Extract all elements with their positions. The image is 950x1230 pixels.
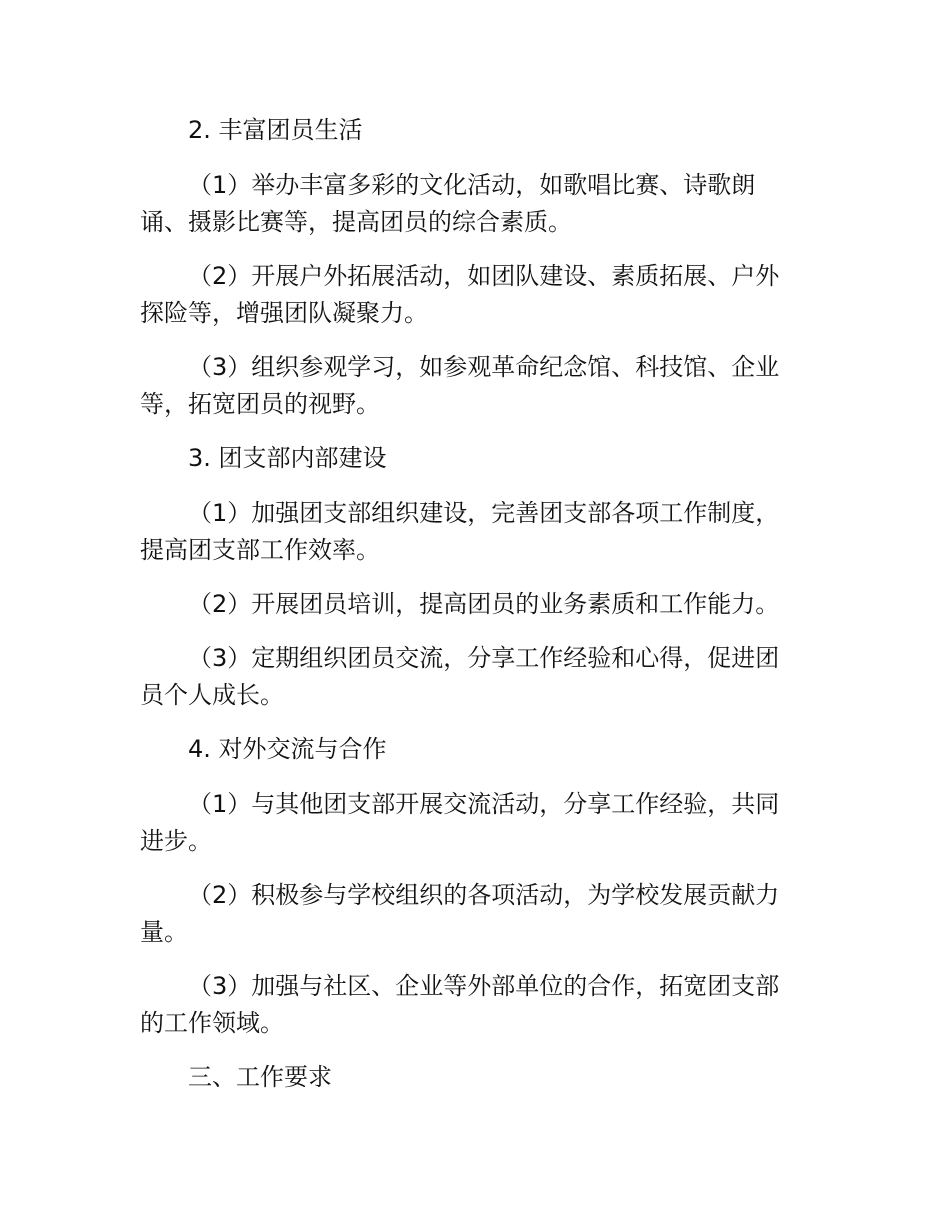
paragraph-member-exchange: （3）定期组织团员交流，分享工作经验和心得，促进团员个人成长。 bbox=[140, 644, 780, 709]
paragraph-outdoor-activities: （2）开展户外拓展活动，如团队建设、素质拓展、户外探险等，增强团队凝聚力。 bbox=[140, 262, 780, 327]
section-heading-enrich-member-life: 2. 丰富团员生活 bbox=[188, 116, 363, 144]
document-body bbox=[140, 112, 802, 1114]
section-heading-external-exchange: 4. 对外交流与合作 bbox=[188, 735, 387, 763]
paragraph-external-cooperation: （3）加强与社区、企业等外部单位的合作，拓宽团支部的工作领域。 bbox=[140, 972, 780, 1037]
paragraph-visit-learning: （3）组织参观学习，如参观革命纪念馆、科技馆、企业等，拓宽团员的视野。 bbox=[140, 353, 780, 418]
paragraph-branch-exchange: （1）与其他团支部开展交流活动，分享工作经验，共同进步。 bbox=[140, 790, 780, 855]
section-heading-work-requirements: 三、工作要求 bbox=[188, 1063, 332, 1091]
paragraph-member-training: （2）开展团员培训，提高团员的业务素质和工作能力。 bbox=[188, 590, 780, 618]
paragraph-school-activities: （2）积极参与学校组织的各项活动，为学校发展贡献力量。 bbox=[140, 881, 780, 946]
paragraph-cultural-activities: （1）举办丰富多彩的文化活动，如歌唱比赛、诗歌朗诵、摄影比赛等，提高团员的综合素质。 bbox=[140, 171, 756, 236]
paragraph-organization-building: （1）加强团支部组织建设，完善团支部各项工作制度，提高团支部工作效率。 bbox=[140, 499, 780, 564]
section-heading-internal-construction: 3. 团支部内部建设 bbox=[188, 444, 387, 472]
